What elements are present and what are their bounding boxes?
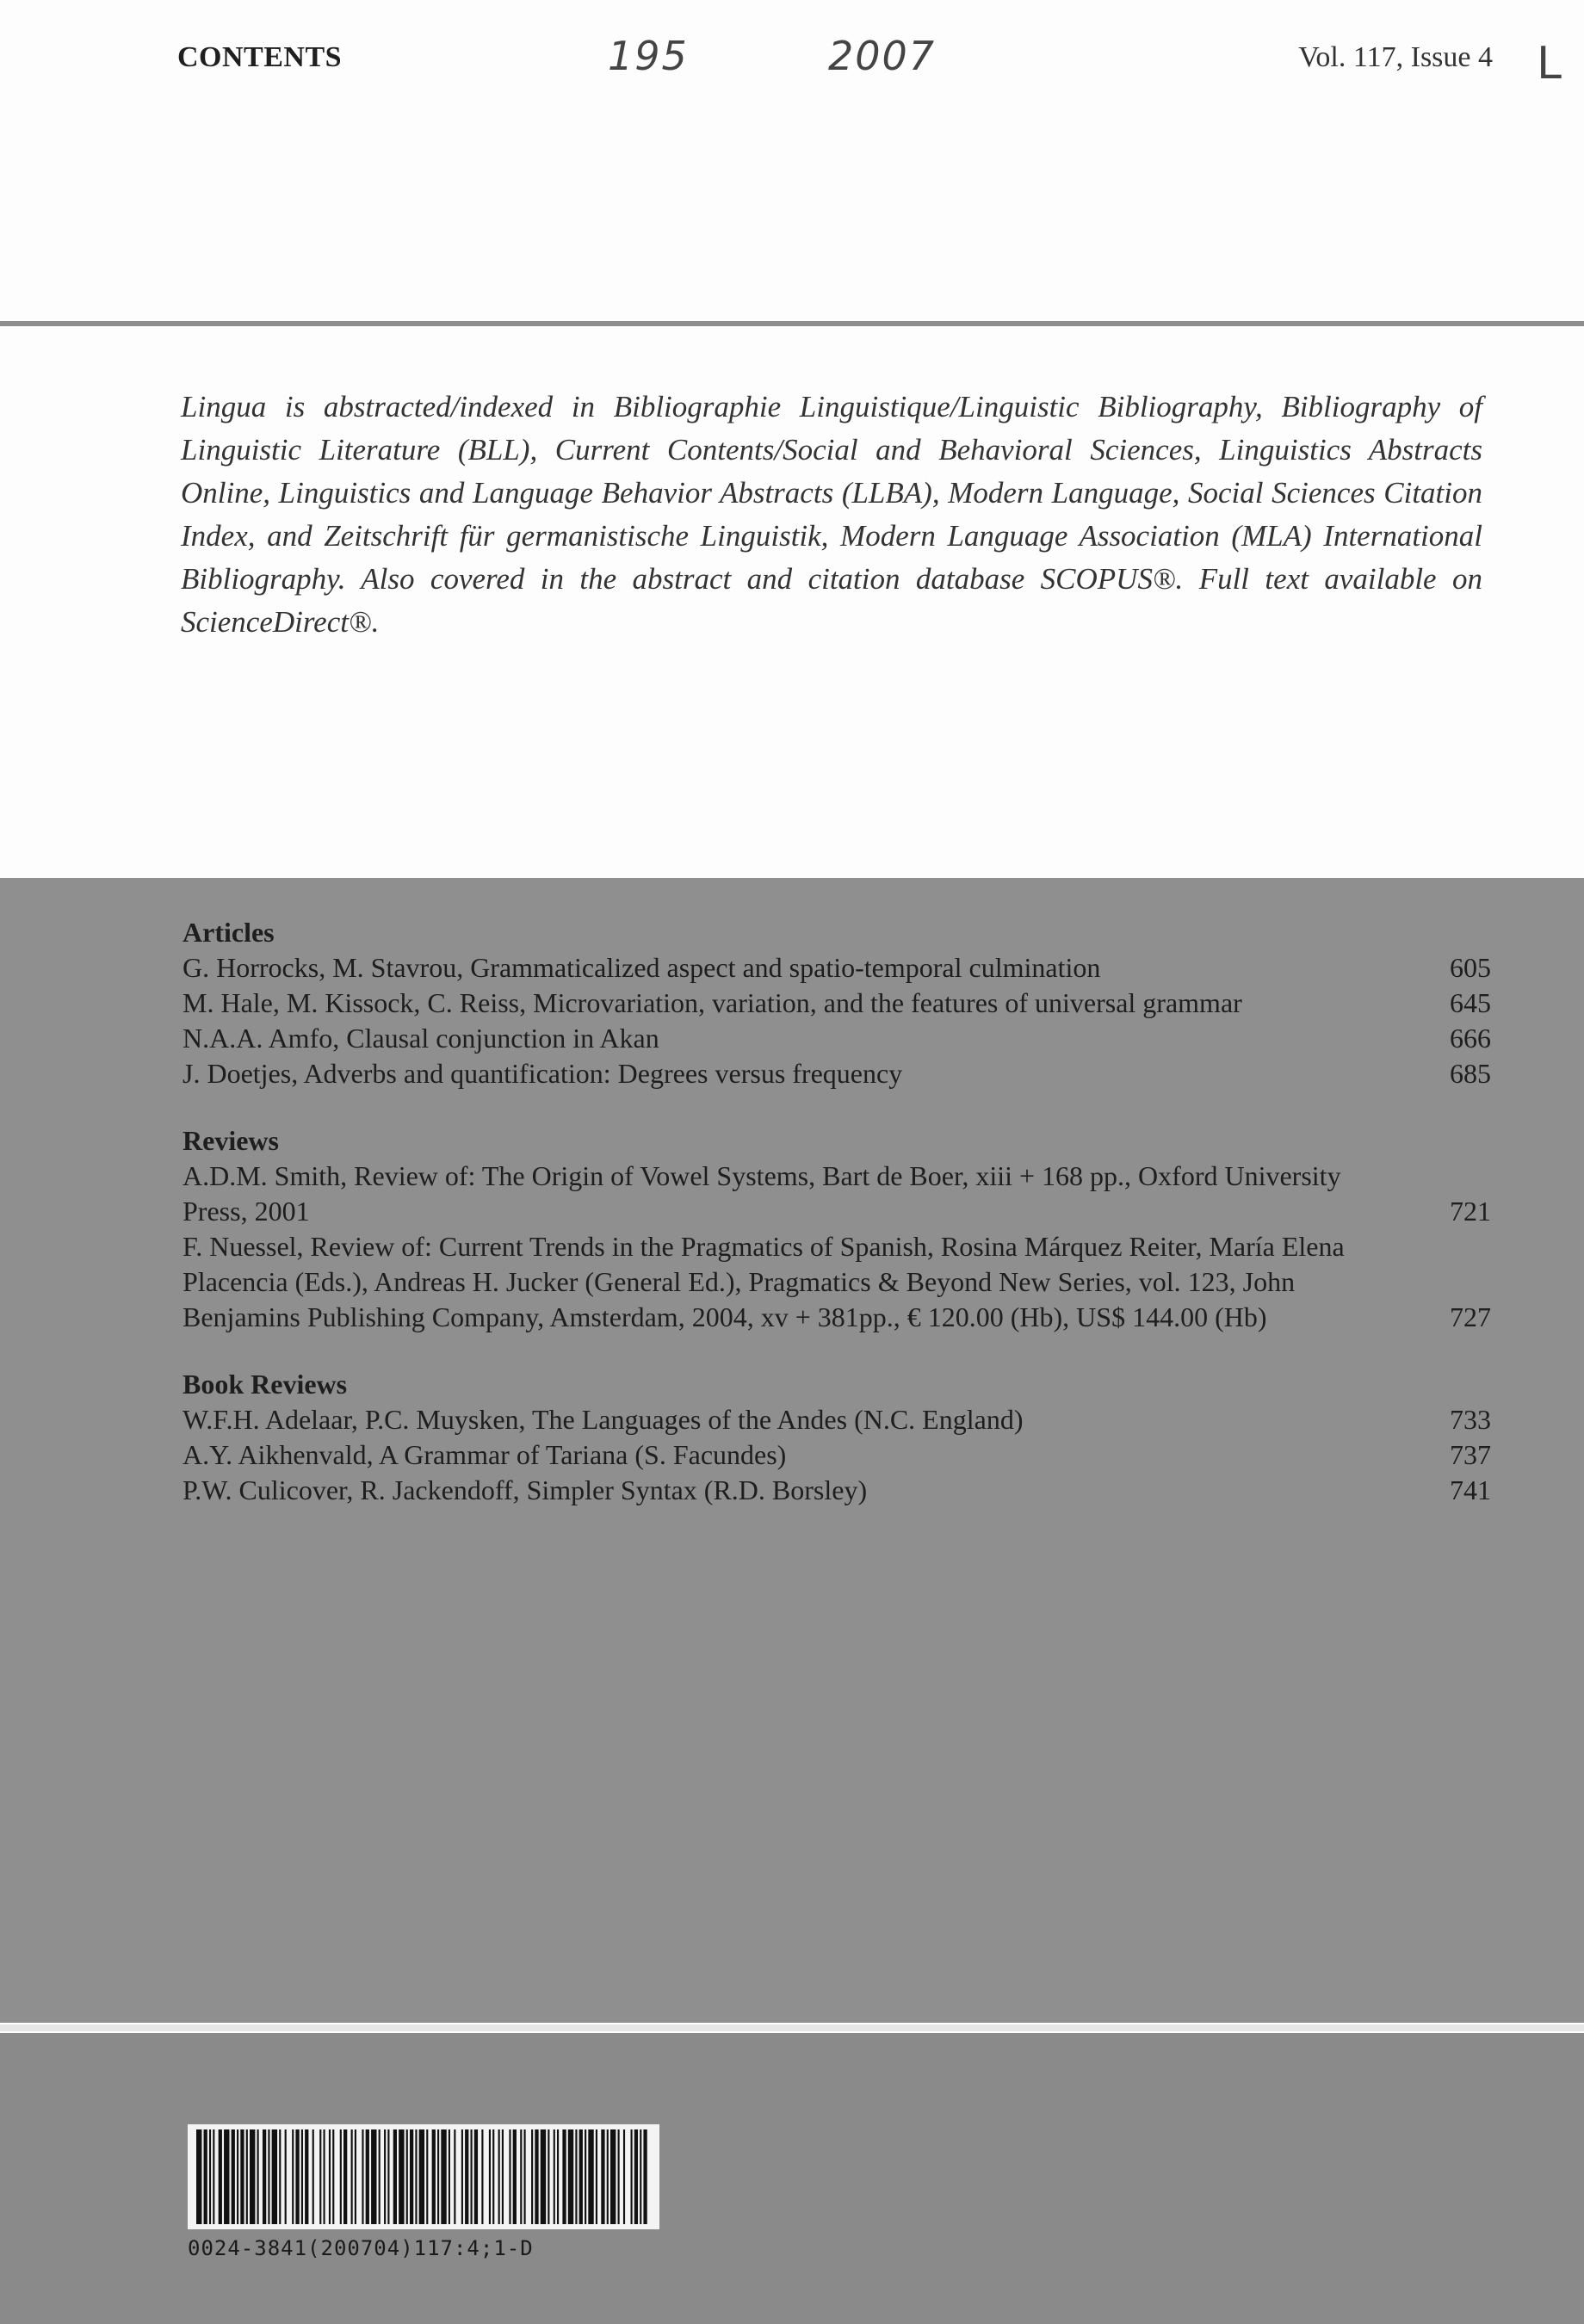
barcode-bar — [384, 2129, 386, 2224]
barcode-bar — [634, 2129, 638, 2224]
barcode-bar — [332, 2129, 334, 2224]
barcode-bar — [579, 2129, 583, 2224]
barcode-bar — [465, 2129, 468, 2224]
barcode-bar — [355, 2129, 356, 2224]
entry-title: P.W. Culicover, R. Jackendoff, Simpler Syntax (R.D. Borsley) — [183, 1474, 868, 1505]
barcode-bar — [393, 2129, 397, 2224]
barcode-bar — [643, 2129, 647, 2224]
barcode-bar — [340, 2129, 342, 2224]
barcode-bar — [562, 2129, 566, 2224]
barcode-bar — [301, 2129, 303, 2224]
barcode-bar — [432, 2129, 436, 2224]
barcode-bar — [437, 2129, 439, 2224]
barcode-bar — [351, 2129, 353, 2224]
toc-entry — [183, 1473, 1491, 1508]
barcode-bar — [263, 2129, 266, 2224]
barcode-bar — [481, 2129, 483, 2224]
indexing-statement: Lingua is abstracted/indexed in Bibliographie Linguistique/Linguistic Bibliography, Bibliography of Linguistic Literature (BLL), Current Contents/Social and Behavioral Sciences, Linguistics Abstracts Online, Linguistics and Language Behavior Abstracts (LLBA), Modern Language, Social Sciences Citation Index, and Zeitschrift für germanistische Linguistik, Modern Language Association (MLA) International Bibliography. Also covered in the abstract and citation database SCOPUS®. Full text available on ScienceDirect®. — [181, 390, 1482, 639]
section-articles — [183, 914, 1491, 1091]
entry-page: 737 — [1450, 1439, 1491, 1470]
barcode-bar — [268, 2129, 269, 2224]
barcode-bar — [568, 2129, 573, 2224]
toc-entry — [183, 950, 1491, 986]
barcode-bar — [240, 2129, 244, 2224]
toc-entry — [183, 1021, 1491, 1056]
barcode-bar — [292, 2129, 294, 2224]
entry-page: 645 — [1450, 987, 1491, 1018]
barcode-bar — [449, 2129, 450, 2224]
entry-title: N.A.A. Amfo, Clausal conjunction in Akan — [183, 1023, 659, 1054]
barcode-bar — [557, 2129, 559, 2224]
barcode-bar — [630, 2129, 632, 2224]
barcode-bar — [541, 2129, 546, 2224]
barcode-bar — [362, 2129, 363, 2224]
entry-page: 741 — [1450, 1474, 1491, 1505]
barcode-bar — [531, 2129, 533, 2224]
handwritten-note-1: 195 — [608, 33, 689, 79]
barcode-bar — [257, 2129, 259, 2224]
barcode-bar — [535, 2129, 538, 2224]
barcode-bar — [640, 2129, 641, 2224]
entry-title: A.D.M. Smith, Review of: The Origin of Vowel Systems, Bart de Boer, xiii + 168 pp., Oxford University Press, 2001 — [183, 1160, 1341, 1227]
entry-page: 721 — [1450, 1196, 1491, 1227]
barcode-bar — [312, 2129, 314, 2224]
section-title: Reviews — [183, 1125, 279, 1156]
volume-issue: Vol. 117, Issue 4 — [1298, 41, 1493, 73]
barcode-bar — [588, 2129, 593, 2224]
barcode-bar — [596, 2129, 597, 2224]
panel-divider — [0, 2024, 1584, 2031]
corner-mark: L — [1537, 38, 1562, 90]
barcode-bar — [279, 2129, 281, 2224]
barcode-bar — [492, 2129, 494, 2224]
entry-title: G. Horrocks, M. Stavrou, Grammaticalized aspect and spatio-temporal culmination — [183, 952, 1101, 983]
barcode-bar — [237, 2129, 238, 2224]
barcode-bar — [513, 2129, 517, 2224]
barcode-bar — [426, 2129, 428, 2224]
header-rule — [0, 321, 1584, 326]
barcode-bar — [410, 2129, 413, 2224]
barcode-bar — [246, 2129, 248, 2224]
barcode-bar — [285, 2129, 287, 2224]
barcode-bar — [502, 2129, 504, 2224]
entry-page: 733 — [1450, 1404, 1491, 1435]
entry-title: A.Y. Aikhenvald, A Grammar of Tariana (S. Facundes) — [183, 1439, 787, 1470]
barcode-bar — [548, 2129, 549, 2224]
barcode-bar — [554, 2129, 555, 2224]
entry-title: M. Hale, M. Kissock, C. Reiss, Microvariation, variation, and the features of universal grammar — [183, 987, 1242, 1018]
toc-entry — [183, 986, 1491, 1021]
barcode-bar — [379, 2129, 381, 2224]
barcode-bar — [213, 2129, 214, 2224]
barcode-bar — [319, 2129, 321, 2224]
entry-title: J. Doetjes, Adverbs and quantification: Degrees versus frequency — [183, 1058, 903, 1089]
barcode-bar — [209, 2129, 211, 2224]
entry-title: F. Nuessel, Review of: Current Trends in the Pragmatics of Spanish, Rosina Márquez Reiter, María Elena Placencia (Eds.), Andreas H. Jucker (General Ed.), Pragmatics & Beyond New Series, vol. 123, John Benjamins Publishing Company, Amsterdam, 2004, xv + 381pp., € 120.00 (Hb), US$ 144.00 (Hb) — [183, 1231, 1345, 1332]
entry-page: 685 — [1450, 1058, 1491, 1089]
barcode-bar — [232, 2129, 235, 2224]
section-title: Book Reviews — [183, 1369, 348, 1400]
barcode-bar — [196, 2129, 201, 2224]
entry-page: 727 — [1450, 1301, 1491, 1332]
toc-entry — [183, 1437, 1491, 1473]
barcode-bar — [441, 2129, 446, 2224]
toc-entry — [183, 1159, 1491, 1229]
toc-entry — [183, 1056, 1491, 1091]
barcode-area — [188, 2124, 659, 2271]
section-title: Articles — [183, 917, 275, 948]
barcode-bar — [575, 2129, 577, 2224]
barcode-bar — [618, 2129, 620, 2224]
table-of-contents — [183, 914, 1491, 1539]
barcode-bar — [387, 2129, 389, 2224]
barcode-bar — [419, 2129, 424, 2224]
barcode-bar — [454, 2129, 455, 2224]
barcode-bar — [524, 2129, 526, 2224]
barcode-bar — [366, 2129, 369, 2224]
contents-label: CONTENTS — [177, 41, 343, 73]
barcode-bar — [324, 2129, 325, 2224]
toc-entry — [183, 1402, 1491, 1437]
barcode-bar — [343, 2129, 347, 2224]
barcode-bar — [489, 2129, 491, 2224]
handwritten-note-2: 2007 — [828, 33, 937, 79]
barcode-bar — [415, 2129, 417, 2224]
entry-title: W.F.H. Adelaar, P.C. Muysken, The Languages of the Andes (N.C. England) — [183, 1404, 1024, 1435]
barcode-bar — [471, 2129, 473, 2224]
barcode-bar — [461, 2129, 463, 2224]
barcode-number: 0024-3841(200704)117:4;1-D — [188, 2236, 534, 2260]
section-reviews — [183, 1122, 1491, 1335]
entry-page: 666 — [1450, 1023, 1491, 1054]
barcode-bar — [371, 2129, 376, 2224]
barcode-bar — [498, 2129, 500, 2224]
toc-entry — [183, 1229, 1491, 1335]
barcode-bar — [610, 2129, 616, 2224]
barcode-bar — [623, 2129, 625, 2224]
barcode-bar — [585, 2129, 586, 2224]
entry-page: 605 — [1450, 952, 1491, 983]
barcode-image — [188, 2124, 659, 2229]
barcode-bar — [601, 2129, 604, 2224]
barcode-bar — [406, 2129, 408, 2224]
barcode-bar — [272, 2129, 277, 2224]
barcode-bar — [329, 2129, 331, 2224]
barcode-bar — [204, 2129, 207, 2224]
barcode-bar — [295, 2129, 299, 2224]
section-book-reviews — [183, 1366, 1491, 1508]
barcode-bar — [224, 2129, 229, 2224]
barcode-bar — [520, 2129, 522, 2224]
barcode-bar — [219, 2129, 222, 2224]
barcode-bar — [474, 2129, 478, 2224]
barcode-bar — [509, 2129, 510, 2224]
barcode-bar — [250, 2129, 255, 2224]
barcode-bar — [607, 2129, 609, 2224]
barcode-bar — [399, 2129, 404, 2224]
barcode-bar — [305, 2129, 308, 2224]
